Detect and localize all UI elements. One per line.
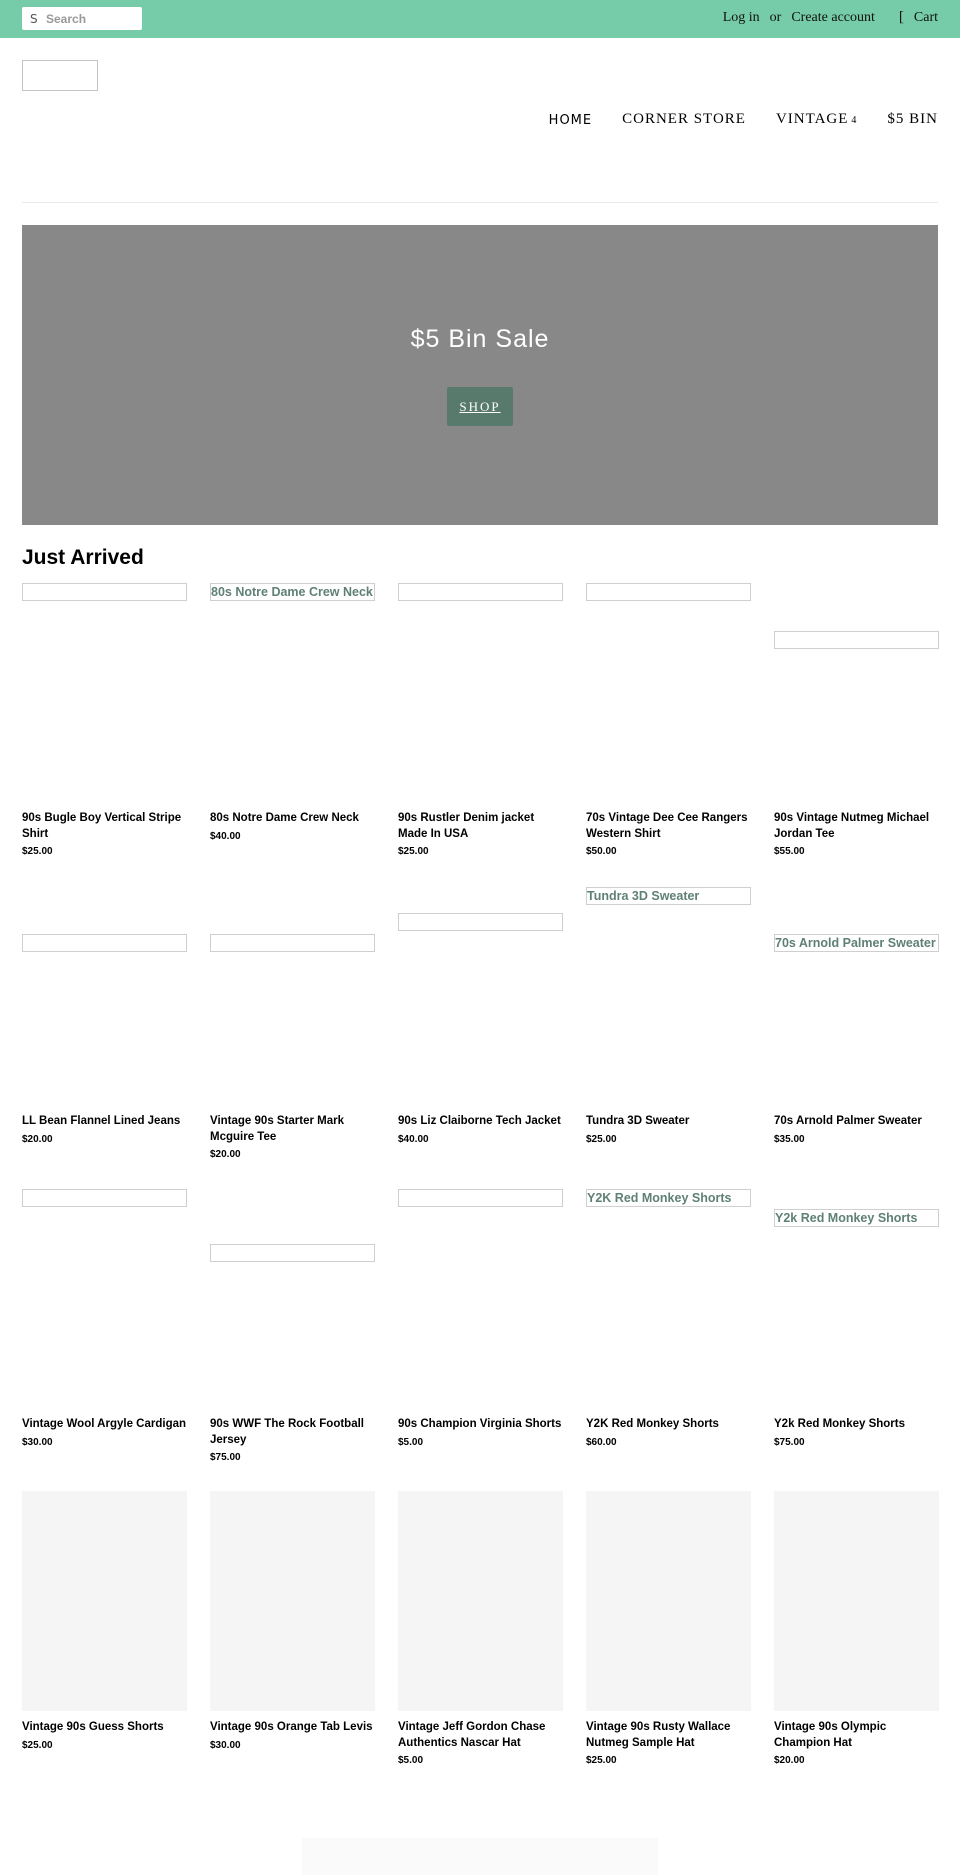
product-price: $20.00: [210, 1149, 241, 1160]
product-title[interactable]: 90s WWF The Rock Football Jersey: [210, 1418, 364, 1446]
header-divider: [22, 202, 938, 203]
product-price: $35.00: [774, 1134, 805, 1145]
product-image[interactable]: [398, 583, 563, 601]
product-image-alt-text: 80s Notre Dame Crew Neck: [211, 585, 373, 599]
account-links: [723, 9, 938, 26]
product-title[interactable]: Vintage 90s Olympic Champion Hat: [774, 1721, 887, 1749]
product-title[interactable]: 90s Bugle Boy Vertical Stripe Shirt: [22, 812, 182, 840]
product-image[interactable]: [398, 1189, 563, 1207]
product-image[interactable]: [210, 934, 375, 952]
product-price: $20.00: [22, 1134, 53, 1145]
product-price: $25.00: [398, 846, 429, 857]
product-image-alt-text: [211, 935, 374, 936]
product-image[interactable]: [586, 1491, 751, 1711]
product-price: $25.00: [586, 1134, 617, 1145]
product-image-alt-text: Y2k Red Monkey Shorts: [775, 1211, 918, 1225]
product-price: $40.00: [398, 1134, 429, 1145]
nav-vintage[interactable]: [776, 111, 857, 128]
search-input[interactable]: [46, 9, 138, 28]
product-image-alt-text: [399, 1190, 562, 1191]
product-price: $75.00: [210, 1452, 241, 1463]
product-image-alt-text: [23, 584, 186, 585]
product-title[interactable]: 90s Vintage Nutmeg Michael Jordan Tee: [774, 812, 930, 840]
product-image[interactable]: [210, 1244, 375, 1262]
product-image[interactable]: [774, 631, 939, 649]
product-image-alt-text: [775, 632, 938, 633]
product-image-alt-text: [587, 584, 750, 585]
chevron-down-icon: 4: [851, 115, 858, 126]
product-title[interactable]: Vintage 90s Rusty Wallace Nutmeg Sample Hat: [586, 1721, 731, 1749]
product-title[interactable]: 90s Liz Claiborne Tech Jacket: [398, 1115, 561, 1127]
create-account-link[interactable]: Create account: [791, 9, 875, 25]
product-price: $60.00: [586, 1437, 617, 1448]
product-title[interactable]: 70s Vintage Dee Cee Rangers Western Shirt: [586, 812, 748, 840]
product-price: $75.00: [774, 1437, 805, 1448]
product-title[interactable]: Tundra 3D Sweater: [586, 1115, 690, 1127]
product-image[interactable]: [210, 1491, 375, 1711]
product-title[interactable]: Vintage 90s Guess Shorts: [22, 1721, 164, 1733]
nav-home[interactable]: HOME: [548, 113, 593, 128]
product-title[interactable]: Vintage 90s Orange Tab Levis: [210, 1721, 373, 1733]
nav-five-bin[interactable]: $5 BIN: [887, 111, 938, 127]
product-price: $30.00: [210, 1740, 241, 1751]
product-image[interactable]: [22, 934, 187, 952]
product-image[interactable]: [774, 934, 939, 952]
product-image[interactable]: [586, 1189, 751, 1207]
product-title[interactable]: Y2k Red Monkey Shorts: [774, 1418, 906, 1430]
main-nav: [519, 111, 938, 128]
nav-corner-store[interactable]: CORNER STORE: [622, 111, 746, 127]
product-title[interactable]: Vintage Wool Argyle Cardigan: [22, 1418, 187, 1430]
product-image-alt-text: [23, 935, 186, 936]
product-title[interactable]: 90s Rustler Denim jacket Made In USA: [398, 812, 535, 840]
product-price: $5.00: [398, 1437, 424, 1448]
product-price: $25.00: [586, 1755, 617, 1766]
product-title[interactable]: LL Bean Flannel Lined Jeans: [22, 1115, 181, 1127]
shop-button[interactable]: SHOP: [447, 387, 513, 426]
store-logo[interactable]: [22, 60, 98, 91]
product-image[interactable]: [210, 583, 375, 601]
cart-link[interactable]: [899, 9, 938, 26]
product-price: $55.00: [774, 846, 805, 857]
product-image[interactable]: [774, 1209, 939, 1227]
product-title[interactable]: 80s Notre Dame Crew Neck: [210, 812, 359, 824]
search-icon[interactable]: S: [30, 12, 38, 26]
product-price: $5.00: [398, 1755, 424, 1766]
top-bar: [0, 0, 960, 38]
cart-icon[interactable]: [: [898, 9, 904, 25]
product-image-alt-text: [23, 1190, 186, 1191]
or-separator: or: [769, 9, 782, 25]
product-price: $40.00: [210, 831, 241, 842]
product-price: $50.00: [586, 846, 617, 857]
product-image[interactable]: [774, 1491, 939, 1711]
product-title[interactable]: Vintage Jeff Gordon Chase Authentics Nascar Hat: [398, 1721, 546, 1749]
product-price: $20.00: [774, 1755, 805, 1766]
product-image[interactable]: [586, 583, 751, 601]
product-image-alt-text: 70s Arnold Palmer Sweater: [775, 936, 936, 950]
product-price: $30.00: [22, 1437, 53, 1448]
product-title[interactable]: 70s Arnold Palmer Sweater: [774, 1115, 922, 1127]
product-image[interactable]: [586, 887, 751, 905]
product-image[interactable]: [22, 1189, 187, 1207]
product-price: $25.00: [22, 1740, 53, 1751]
product-price: $25.00: [22, 846, 53, 857]
product-image-alt-text: Y2K Red Monkey Shorts: [587, 1191, 732, 1205]
cart-label[interactable]: Cart: [913, 9, 938, 25]
footer-band: [302, 1838, 658, 1875]
section-title: Just Arrived: [22, 546, 144, 569]
product-image-alt-text: [211, 1245, 374, 1246]
search-box[interactable]: [22, 7, 142, 30]
hero-banner: [22, 225, 938, 525]
product-title[interactable]: Vintage 90s Starter Mark Mcguire Tee: [210, 1115, 345, 1143]
product-image[interactable]: [398, 913, 563, 931]
product-image[interactable]: [22, 1491, 187, 1711]
product-image-alt-text: [399, 584, 562, 585]
product-image[interactable]: [22, 583, 187, 601]
product-image-alt-text: Tundra 3D Sweater: [587, 889, 700, 903]
nav-vintage-label: VINTAGE: [775, 111, 849, 127]
product-title[interactable]: Y2K Red Monkey Shorts: [586, 1418, 719, 1430]
login-link[interactable]: Log in: [722, 9, 760, 25]
product-image-alt-text: [399, 914, 562, 915]
hero-title: $5 Bin Sale: [410, 325, 550, 353]
product-image[interactable]: [398, 1491, 563, 1711]
product-title[interactable]: 90s Champion Virginia Shorts: [398, 1418, 562, 1430]
